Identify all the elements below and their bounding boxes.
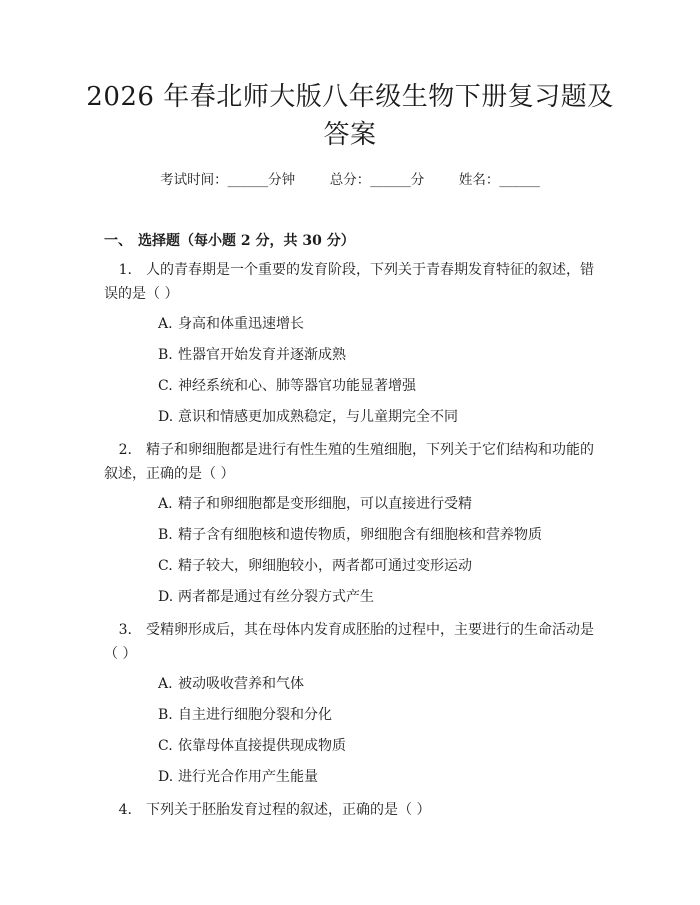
question-4	[104, 798, 600, 822]
question-number: 2.	[118, 442, 132, 458]
time-unit: 分钟	[268, 172, 296, 188]
question-1-option-d: D. 意识和情感更加成熟稳定，与儿童期完全不同	[158, 409, 458, 425]
name-blank: ______	[499, 172, 540, 188]
question-2-option-a: A. 精子和卵细胞都是变形细胞，可以直接进行受精	[158, 496, 472, 512]
question-1	[104, 258, 600, 306]
page-title-line-2: 答案	[323, 120, 377, 150]
question-3-option-b: B. 自主进行细胞分裂和分化	[158, 707, 332, 723]
question-text-line-1: 人的青春期是一个重要的发育阶段，下列关于青春期发育特征的叙述，错	[146, 262, 594, 278]
question-2	[104, 438, 600, 486]
question-1-option-b: B. 性器官开始发育并逐渐成熟	[158, 347, 346, 363]
section-number: 一、	[104, 233, 132, 249]
section-title: 选择题（每小题 2 分，共 30 分）	[138, 233, 355, 249]
page-title-line-1: 2026 年春北师大版八年级生物下册复习题及	[86, 82, 614, 112]
time-blank: ______	[227, 172, 269, 188]
name-label: 姓名：	[458, 172, 500, 188]
question-text-line-2: 误的是（ ）	[104, 286, 179, 302]
score-blank: ______	[370, 172, 411, 188]
question-1-option-a: A. 身高和体重迅速增长	[158, 316, 304, 332]
question-3-option-c: C. 依靠母体直接提供现成物质	[158, 738, 346, 754]
score-label: 总分：	[329, 172, 371, 188]
question-number: 4.	[118, 802, 132, 818]
question-2-option-b: B. 精子含有细胞核和遗传物质，卵细胞含有细胞核和营养物质	[158, 527, 542, 543]
question-2-option-c: C. 精子较大，卵细胞较小，两者都可通过变形运动	[158, 558, 472, 574]
question-2-option-d: D. 两者都是通过有丝分裂方式产生	[158, 589, 374, 605]
question-3-option-d: D. 进行光合作用产生能量	[158, 769, 318, 785]
question-number: 1.	[118, 262, 132, 278]
page-title	[60, 78, 640, 154]
exam-info-row	[0, 168, 700, 188]
question-3-option-a: A. 被动吸收营养和气体	[158, 676, 304, 692]
question-text-line-2: 叙述，正确的是（ ）	[104, 466, 235, 482]
question-text-line-1: 精子和卵细胞都是进行有性生殖的生殖细胞，下列关于它们结构和功能的	[146, 442, 594, 458]
question-text-line-1: 受精卵形成后，其在母体内发育成胚胎的过程中，主要进行的生命活动是	[146, 622, 594, 638]
time-label: 考试时间：	[160, 172, 228, 188]
question-3	[104, 618, 600, 666]
section-heading	[104, 230, 355, 250]
question-text-line-1: 下列关于胚胎发育过程的叙述，正确的是（ ）	[146, 802, 431, 818]
question-number: 3.	[118, 622, 132, 638]
score-unit: 分	[410, 172, 425, 188]
question-text-line-2: （ ）	[104, 646, 137, 662]
question-1-option-c: C. 神经系统和心、肺等器官功能显著增强	[158, 378, 416, 394]
